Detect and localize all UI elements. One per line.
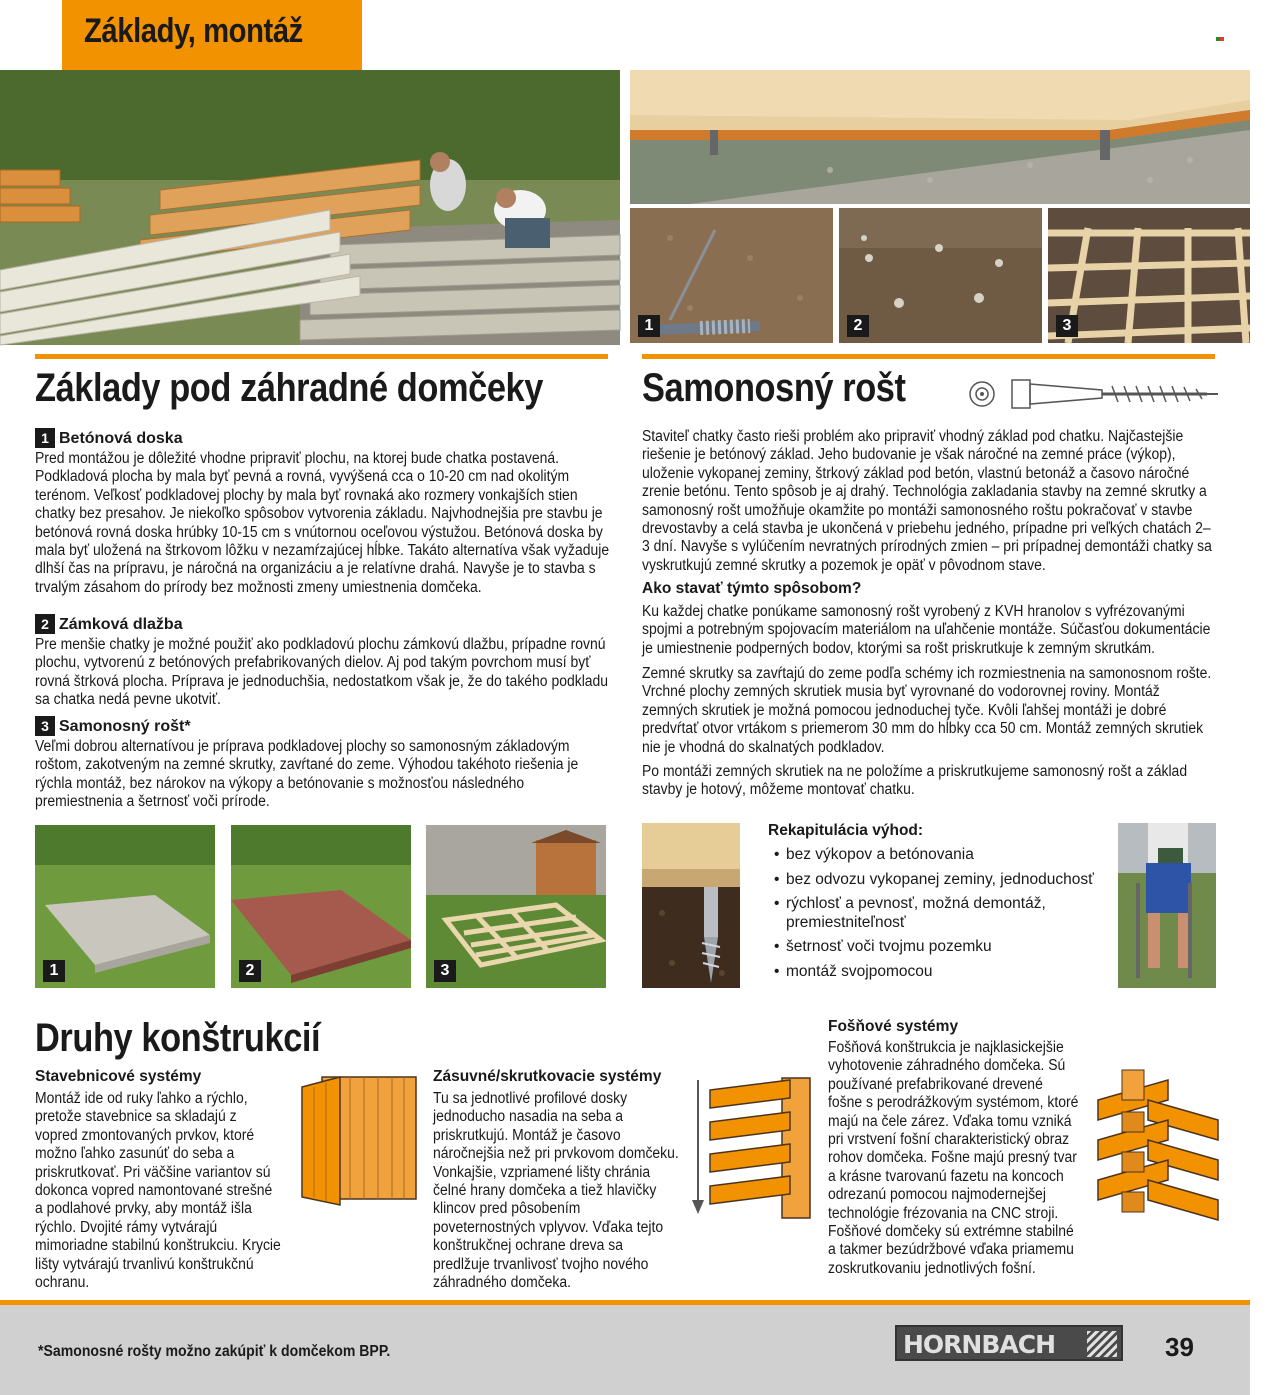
worker-installing-photo xyxy=(1118,823,1216,988)
section-tab-title: Základy, montáž xyxy=(84,12,303,50)
paving-photo xyxy=(231,825,411,988)
recap-item: • montáž svojpomocou xyxy=(772,963,1108,982)
right-para3: Po montáži zemných skrutiek na ne položíme a priskrutkujeme samonosný rošt a základ stavby je hotový, môžeme montovať chatku. xyxy=(642,763,1188,799)
photo-badge: 3 xyxy=(434,960,456,982)
board-system-illustration xyxy=(690,1070,815,1220)
recap-title: Rekapitulácia výhod: xyxy=(768,822,924,839)
item-heading xyxy=(35,716,610,736)
photo-badge: 2 xyxy=(847,315,869,337)
right-para1: Ku každej chatke ponúkame samonosný rošt vyrobený z KVH hranolov s vyfrézovanými spojmi a potrebným spojovacím materiálom na uľahčenie montáže. Súčasťou dokumentácie je umiestnenie podperných bodov, ktorými sa rošt priskrutkuje k zemným skrutkám. xyxy=(642,603,1211,657)
corner-mark xyxy=(1216,28,1224,36)
item-number: 1 xyxy=(35,428,55,448)
col1-heading: Stavebnicové systémy xyxy=(35,1068,202,1085)
right-title-rule xyxy=(642,354,1215,359)
col2-heading: Zásuvné/skrutkovacie systémy xyxy=(433,1068,662,1085)
right-intro: Staviteľ chatky často rieši problém ako pripraviť vhodný základ pod chatku. Najčastejšie riešenie je betónový základ. Jeho budovanie je však náročné na zemné práce (výkop), uloženie vykopanej zeminy, štrkový základ pod betón, vlastnú betonáž a časovo náročné zrenie betónu. Tento spôsob je aj drahý. Technológia zakladania stavby na zemné skrutky a samonosný rošt umožňuje okamžite po montáži samonosného roštu pokračovať v stavbe drevostavby a celá stavba je ukončená v priebehu jedného, prípadne pri veľkých chatách 2–3 dní. Navyše s vylúčením nevratných prírodných zmien – pri prípadnej demontáži chatky sa vyskrutkujú zemné skrutky a pozemok je opäť v pôvodnom stave. xyxy=(642,428,1212,574)
left-title-rule xyxy=(35,354,608,359)
right-para2: Zemné skrutky sa zavŕtajú do zeme podľa schémy ich rozmiestnenia na samonosnom rošte. Vrchné plochy zemných skrutiek musia byť vyrovnané do vodorovnej roviny. Montáž zemných skrutiek je možná pomocou jednoduchej tyče. Kvôli ľahšej montáži je dobré predvŕtať otvor vrtákom s priemerom 30 mm do hĺbky cca 50 cm. Montáž zemných skrutiek nie je vhodná do skalnatých podkladov. xyxy=(642,665,1212,756)
deck-on-gravel-photo xyxy=(630,70,1250,204)
recap-item: • šetrnosť voči tvojmu pozemku xyxy=(772,938,1108,957)
right-subheading: Ako stavať týmto spôsobom? xyxy=(642,580,862,597)
workers-photo xyxy=(0,70,620,345)
col3-heading: Fošňové systémy xyxy=(828,1018,959,1035)
item-heading-text: Betónová doska xyxy=(59,430,183,447)
section-tab xyxy=(62,0,362,70)
recap-box xyxy=(768,822,1108,987)
item-heading-text: Samonosný rošt* xyxy=(59,718,191,735)
photo-badge: 2 xyxy=(239,960,261,982)
leveled-soil-photo xyxy=(839,208,1042,343)
photo-badge: 1 xyxy=(638,315,660,337)
concrete-slab-photo xyxy=(35,825,215,988)
left-section-title: Základy pod záhradné domčeky xyxy=(35,366,543,410)
frame-on-lawn-photo xyxy=(426,825,606,988)
hornbach-logo-mark xyxy=(1087,1331,1117,1357)
page-number: 39 xyxy=(1165,1332,1194,1362)
panel-system-illustration xyxy=(300,1075,422,1207)
col3-text: Fošňová konštrukcia je najklasickejšie vyhotovenie záhradného domčeka. Sú používané prefabrikované drevené fošne s perodrážkovým systémom, ktoré majú na čele zárez. Vďaka tomu vzniká pri vrstvení fošní charakteristický obraz rohov domčeka. Fošne majú presný tvar a krásne tvarovanú fazetu na koncoch odrezanú pomocou najmodernejšej technológie frézovania na CNC stroji. Fošňové domčeky sú extrémne stabilné a takmer bezúdržbové vďaka priamemu zoskrutkovaniu jednotlivých fošní. xyxy=(828,1039,1079,1277)
hornbach-logo xyxy=(895,1325,1123,1361)
item-number: 3 xyxy=(35,716,55,736)
item-text: Pred montážou je dôležité vhodne pripraviť plochu, na ktorej bude chatka postavená. Podkladová plocha by mala byť pevná a rovná, vyvýšená cca o 10-20 cm nad okolitým terénom. Veľkosť podkladovej plochy by mala byť rovnaká ako rozmery vonkajších stien chatky bez presahov. Je niekoľko spôsobov vytvorenia základu. Najvhodnejšia pre stavbu je betónová rovná doska hrúbky 10-15 cm s vnútornou oceľovou výstužou. Betónová doska by mala byť uložená na štrkovom lôžku v nezamŕzajúcej hĺbke. Takáto alternatíva však vyžaduje dlhší čas na prípravu, je náročná na organizáciu a je relatívne drahá. Navyše je to stavba s trvalým zásahom do prírody bez možnosti zmeny umiestnenia domčeka. xyxy=(35,450,610,596)
col2-text: Tu sa jednotlivé profilové dosky jednoducho nasadia na seba a priskrutkujú. Montáž je časovo náročnejšia než pri prvkovom domčeku. Vonkajšie, vzpriamené lišty chránia čelné hrany domčeka a tiež hlavičky klincov pred pôsobením poveternostných vplyvov. Vďaka tejto konštrukčnej ochrane dreva sa predlžuje trvanlivosť tvojho nového záhradného domčeka. xyxy=(433,1090,679,1292)
screw-in-ground-photo xyxy=(642,823,740,988)
footer-note: *Samonosné rošty možno zakúpiť k domčekom BPP. xyxy=(38,1343,391,1360)
left-section-content xyxy=(35,428,610,814)
recap-item: • bez odvozu vykopanej zeminy, jednoduchosť xyxy=(772,871,1108,890)
item-heading-text: Zámková dlažba xyxy=(59,616,183,633)
construction-title: Druhy konštrukcií xyxy=(35,1016,321,1060)
hornbach-logo-text: HORNBACH xyxy=(903,1330,1056,1359)
item-heading xyxy=(35,614,610,634)
ground-screw-photo xyxy=(630,208,833,343)
recap-item: • rýchlosť a pevnosť, možná demontáž, premiestniteľnosť xyxy=(772,895,1062,932)
item-heading xyxy=(35,428,610,448)
item-number: 2 xyxy=(35,614,55,634)
item-text: Veľmi dobrou alternatívou je príprava podkladovej plochy so samonosným základovým roštom, zakotveným na zemné skrutky, zavŕtané do zeme. Výhodou takéhoto riešenia je rýchla montáž, bez nárokov na výkopy a betónovanie s možnosťou následného premiestnenia a šetrnosť voči prírode. xyxy=(35,738,579,811)
frame-grid-photo xyxy=(1048,208,1250,343)
screw-diagram-icon xyxy=(962,374,1220,414)
recap-item: • bez výkopov a betónovania xyxy=(772,846,1108,865)
photo-badge: 1 xyxy=(43,960,65,982)
footer-rule xyxy=(0,1300,1250,1305)
col1-text: Montáž ide od ruky ľahko a rýchlo, pretože stavebnice sa skladajú z vopred zmontovaných prvkov, ktoré možno ľahko zasunúť do seba a priskrutkovať. Pri väčšine variantov sú dokonca vopred namontované strešné a podlahové prvky, aby montáž išla rýchlo. Dvojité rámy vytvárajú mimoriadne stabilnú konštrukciu. Krycie lišty vytvárajú trvanlivú konštrukčnú ochranu. xyxy=(35,1090,281,1292)
plank-system-illustration xyxy=(1088,1060,1228,1225)
item-text: Pre menšie chatky je možné použiť ako podkladovú plochu zámkovú dlažbu, prípadne rovnú plochu, vytvorenú z betónových prefabrikovaných dielov. Aj pod takým povrchom musí byť rovná štrková plocha. Príprava je jednoduchšia, nedostatkom však je, že do takého podkladu sa chatka nedá pevne ukotviť. xyxy=(35,636,609,709)
photo-badge: 3 xyxy=(1056,315,1078,337)
right-section-title: Samonosný rošt xyxy=(642,366,906,410)
recap-list xyxy=(772,846,1108,981)
